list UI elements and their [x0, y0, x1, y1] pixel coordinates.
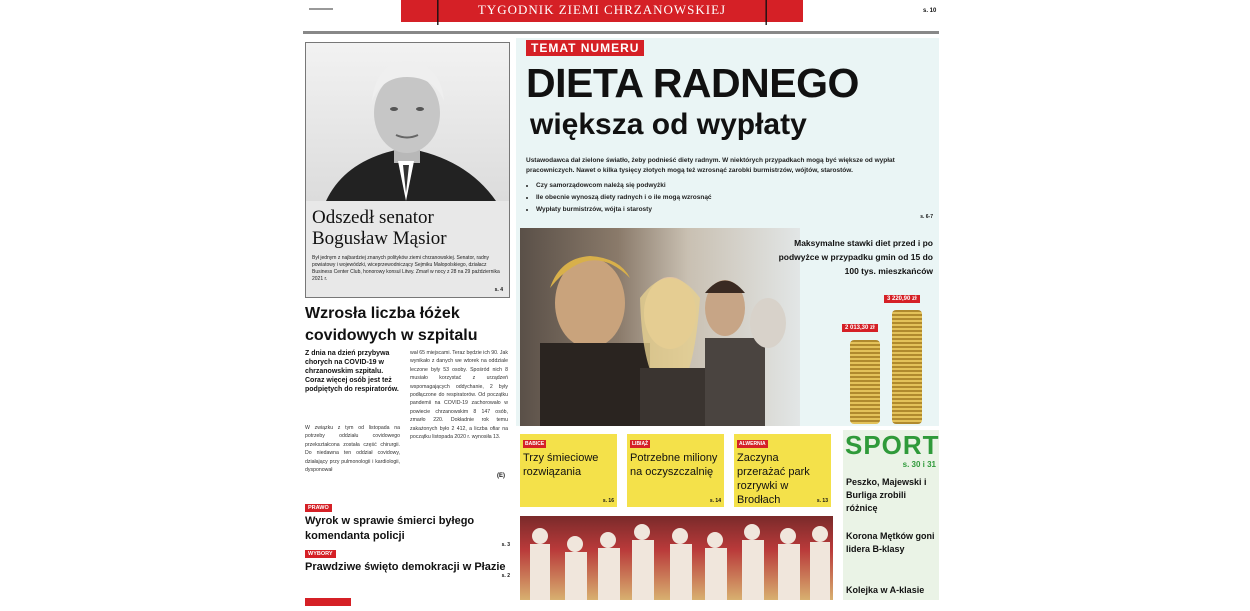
newspaper-page [303, 0, 939, 600]
sport-title: SPORT [845, 430, 940, 460]
short-headline: Wyrok w sprawie śmierci byłego komendanta policji [305, 515, 475, 542]
covid-headline[interactable] [305, 303, 510, 347]
senator-headline-line1: Odszedł senator [312, 207, 434, 228]
senator-box[interactable] [305, 42, 510, 298]
yellow-box-tag: ALWERNIA [739, 441, 766, 447]
masthead-letter-right: | [763, 0, 769, 26]
covid-headline-line2: covidowych w szpitalu [305, 327, 478, 344]
sport-item: Peszko, Majewski i Burliga zrobili różnicę [846, 477, 927, 513]
yellow-box-libiaz[interactable] [627, 434, 724, 507]
yellow-box-babice[interactable] [520, 434, 617, 507]
senator-portrait [306, 43, 509, 201]
council-people-illustration [520, 228, 800, 426]
masthead-left-mark [309, 0, 333, 10]
short-story-cut [305, 593, 510, 611]
short-headline: Prawdziwe święto demokracji w Płazie [305, 561, 506, 573]
yellow-box-headline: Potrzebne miliony na oczyszczalnię [630, 452, 718, 478]
short-tag: PRAWO [305, 504, 332, 512]
yellow-box-page: s. 16 [602, 498, 614, 504]
yellow-box-page: s. 14 [709, 498, 721, 504]
feature-tag: TEMAT NUMERU [526, 40, 644, 56]
masthead-subtitle: TYGODNIK ZIEMI CHRZANOWSKIEJ [477, 2, 727, 17]
feature-headline: DIETA RADNEGO [526, 60, 859, 106]
feature-intro: Ustawodawca dał zielone światło, żeby podnieść diety radnym. W niektórych przypadkach mogą być większe od wypłat pracowniczych. Nawet o kilka tysięcy złotych mogą też wzrosnąć zarobki burmistrzów, wójtów, starostów. [526, 157, 895, 174]
header-rule [303, 31, 939, 34]
yellow-box-page: s. 13 [816, 498, 828, 504]
feature-subheadline: większa od wypłaty [530, 108, 807, 141]
coin-stack-before [850, 340, 880, 424]
short-story-wybory[interactable] [305, 542, 510, 579]
feature-bullet: • Czy samorządowcom należą się podwyżki [536, 180, 836, 192]
feature-chart-caption: Maksymalne stawki diet przed i po podwyżce w przypadku gmin od 15 do 100 tys. mieszkańców [778, 238, 933, 276]
yellow-box-headline: Trzy śmieciowe rozwiązania [523, 452, 599, 478]
amount-before-label: 2 013,30 zł [842, 324, 878, 332]
feature-bullets [526, 180, 836, 216]
masthead-letter-left: | [435, 0, 441, 26]
feature-page: s. 6-7 [920, 214, 933, 220]
senator-page: s. 4 [494, 287, 503, 293]
stage-performers-illustration [520, 516, 833, 600]
yellow-box-headline: Zaczyna przerażać park rozrywki w Brodłach [737, 452, 810, 506]
sport-section[interactable] [843, 430, 939, 600]
feature-bullet: • Ile obecnie wynoszą diety radnych i o ile mogą wzrosnąć [536, 192, 836, 204]
coin-stack-after [892, 310, 922, 424]
sport-item: Korona Mętków goni lidera B-klasy [846, 531, 935, 554]
short-tag: WYBORY [305, 550, 336, 558]
amount-after-label: 3 220,90 zł [884, 295, 920, 303]
short-story-wyrok[interactable] [305, 496, 510, 548]
sport-item: Kolejka w A-klasie [846, 585, 925, 595]
yellow-box-alwernia[interactable] [734, 434, 831, 507]
covid-headline-line1: Wzrosła liczba łóżek [305, 305, 460, 322]
senator-headline [312, 207, 447, 249]
yellow-box-tag: LIBIĄŻ [632, 441, 649, 447]
masthead-banner [401, 0, 803, 26]
senator-text: Był jednym z najbardziej znanych polityków ziemi chrzanowskiej. Senator, radny powiatowy i wojewódzki, wiceprzewodniczący Sejmiku Małopolskiego, działacz Business Center Club, honorowy konsul Litwy. Zmarł w nocy z 28 na 29 października 2021 r. [312, 255, 500, 282]
covid-signature: (E) [497, 473, 505, 479]
senator-headline-line2: Bogusław Mąsior [312, 228, 447, 249]
short-page: s. 2 [501, 573, 510, 579]
short-page: s. 3 [501, 542, 510, 548]
senator-photo [306, 43, 509, 201]
sport-pages: s. 30 i 31 [902, 460, 936, 469]
covid-body-col1: W związku z tym od listopada na potrzeby oddziału covidowego przekształcona została część chirurgii. Do niedawna ten oddział covidowy, działający przy pulmonologii i kardiologii, dysponował [305, 425, 400, 474]
yellow-box-tag: BABICE [525, 441, 545, 447]
covid-lead: Z dnia na dzień przybywa chorych na COVID-19 w chrzanowskim szpitalu. Coraz więcej osób jest też podpiętych do respiratorów. [305, 350, 399, 393]
feature-story[interactable] [516, 38, 939, 426]
council-photo [520, 228, 800, 426]
stage-photo [520, 516, 833, 600]
covid-body-col2: wał 65 miejscami. Teraz będzie ich 90. Jak wynikało z danych we wtorek na oddziale leczone były 53 osoby. Spośród nich 8 musiało korzystać z urządzeń wspomagających oddychanie, 2 były podłączone do respiratorów. Od początku pandemii na COVID-19 zachorowało w powiecie chrzanowskim 8 147 osób, zmarło 220. Dokładnie rok temu zakażonych było 2 412, a liczba ofiar na początku listopada 2020 r. wynosiła 13. [410, 350, 508, 441]
feature-bullet: • Wypłaty burmistrzów, wójta i starosty [536, 204, 836, 216]
short-tag-cut [305, 598, 351, 606]
masthead-page-ref: s. 10 [923, 8, 937, 14]
